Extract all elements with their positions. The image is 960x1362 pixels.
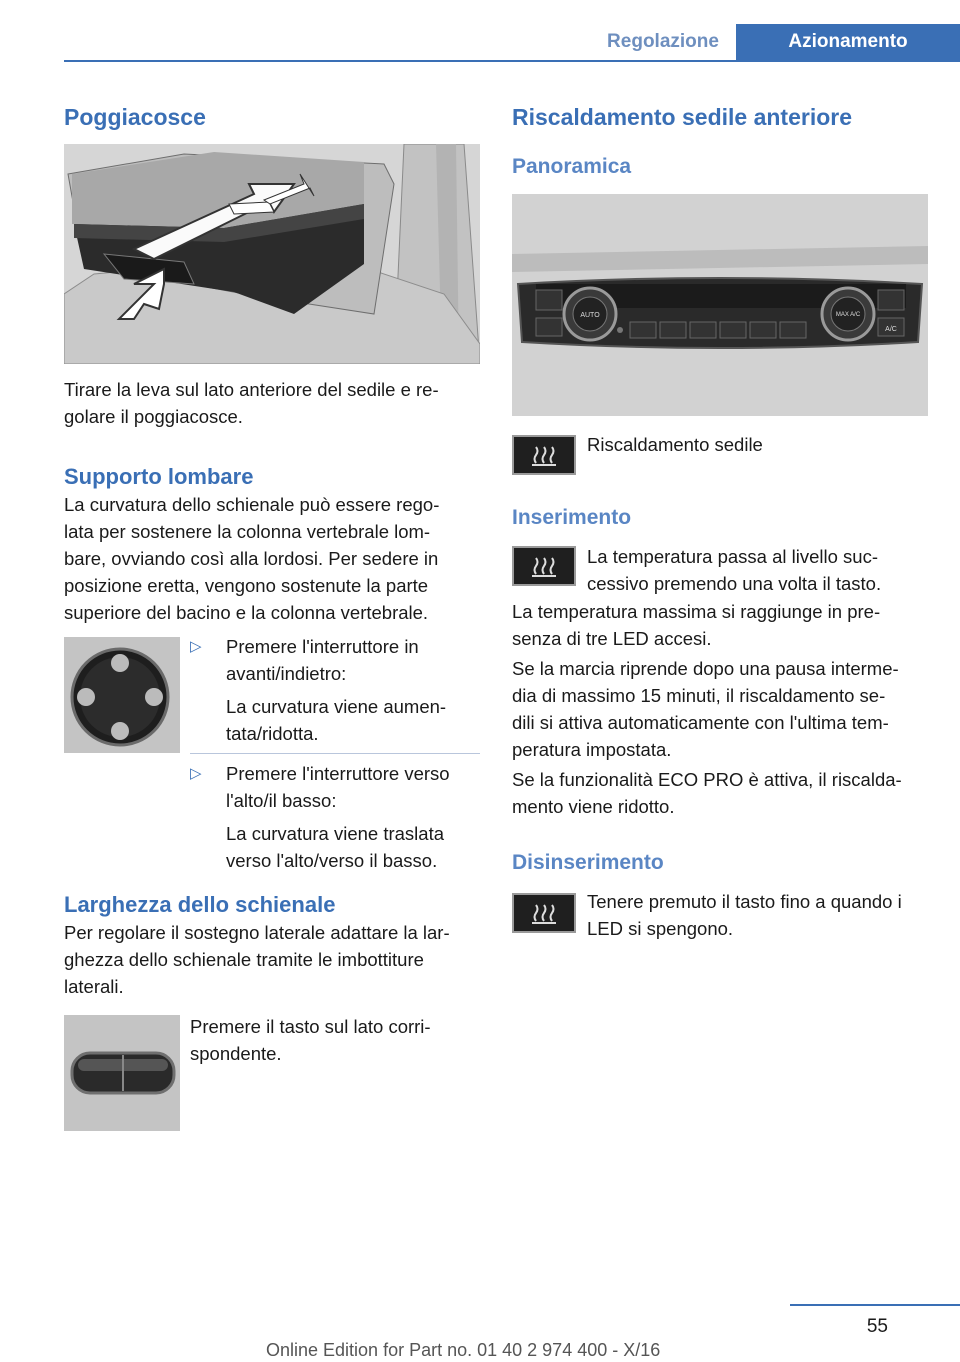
header-rule — [64, 60, 960, 62]
inserimento-icon-text: La temperatura passa al livello suc- cessivo premendo una volta il tasto. — [587, 546, 882, 594]
larghezza-text: Per regolare il sostegno laterale adattare la lar- ghezza dello schienale tramite le imbottiture laterali. — [64, 922, 450, 997]
seat-heating-icon — [512, 893, 576, 933]
poggiacosce-text: Tirare la leva sul lato anteriore del sedile e re- golare il poggiacosce. — [64, 379, 439, 427]
bullet-icon: ▷ — [190, 638, 202, 655]
heading-poggiacosce: Poggiacosce — [64, 104, 206, 130]
heading-riscaldamento: Riscaldamento sedile anteriore — [512, 104, 853, 130]
seat-heating-icon — [512, 546, 576, 586]
heading-panoramica: Panoramica — [512, 155, 632, 178]
seat-cushion-image — [64, 144, 480, 364]
list-item: ▷ Premere l'interruttore verso l'alto/il basso: La curvatura viene traslata verso l'alto/verso il basso. — [190, 753, 480, 874]
tab-azionamento[interactable]: Azionamento — [736, 24, 960, 60]
auto-label: AUTO — [580, 312, 600, 319]
list-item: ▷ Premere l'interruttore in avanti/indietro: La curvatura viene aumen- tata/ridotta. — [190, 633, 480, 747]
heading-supporto-lombare: Supporto lombare — [64, 464, 254, 489]
page-number: 55 — [866, 1316, 888, 1337]
lombare-text: La curvatura dello schienale può essere rego- lata per sostenere la colonna vertebrale lom- bare, ovviando così alla lordosi. Per sedere in posizione eretta, vengono sostenute la parte superiore del bacino e la colonna vertebrale. — [64, 494, 440, 623]
heading-inserimento: Inserimento — [512, 506, 632, 529]
heading-disinserimento: Disinserimento — [512, 851, 664, 874]
ac-label: A/C — [885, 326, 897, 333]
larghezza-instruction: Premere il tasto sul lato corri- spondente. — [190, 1016, 431, 1064]
disinserimento-text: Tenere premuto il tasto fino a quando i LED si spengono. — [587, 891, 902, 939]
edition-note: Online Edition for Part no. 01 40 2 974 400 - X/16 — [266, 1340, 661, 1360]
climate-panel-image — [512, 194, 928, 416]
lumbar-switch-image — [64, 637, 180, 753]
lombare-list — [190, 633, 480, 874]
backrest-width-button-image — [64, 1015, 180, 1131]
max-label: MAX A/C — [835, 312, 861, 318]
seat-heating-icon — [512, 435, 576, 475]
seat-heating-label: Riscaldamento sedile — [587, 434, 763, 455]
footer-rule — [790, 1304, 960, 1306]
tab-regolazione[interactable]: Regolazione — [607, 31, 719, 52]
inserimento-paragraphs: La temperatura massima si raggiunge in pre- senza di tre LED accesi. Se la marcia riprende dopo una pausa interme- dia di massimo 15 minuti, il riscaldamento se- dili si attiva automaticamente con l'ultima tem- peratura impostata. Se la funzionalità ECO PRO è attiva, il riscalda- mento viene ridotto. — [512, 601, 902, 817]
bullet-icon: ▷ — [190, 765, 202, 782]
heading-larghezza-schienale: Larghezza dello schienale — [64, 892, 336, 917]
